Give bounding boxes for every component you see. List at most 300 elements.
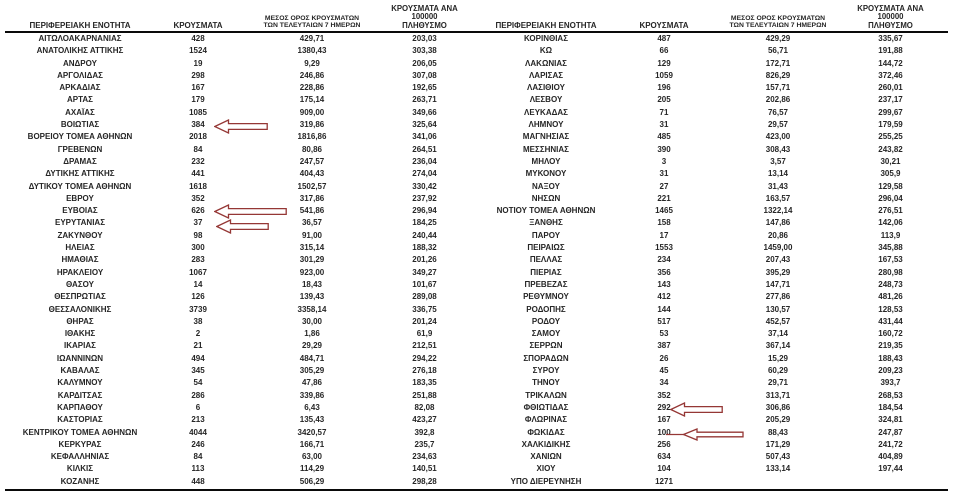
avg7-value: 3,57	[770, 156, 786, 166]
cases-value: 352	[657, 390, 671, 400]
per100k-value: 191,88	[878, 46, 903, 56]
table-row	[467, 94, 928, 106]
cases-value: 167	[191, 83, 205, 93]
per100k-value: 192,65	[412, 83, 437, 93]
region-name: ΜΥΚΟΝΟΥ	[525, 169, 567, 179]
table-row	[1, 58, 462, 70]
per100k-value: 82,08	[414, 402, 435, 412]
avg7-value: 80,86	[301, 144, 323, 154]
table-row	[1, 242, 462, 254]
cases-value: 14	[193, 279, 203, 289]
column-header-per-100k: ΚΡΟΥΣΜΑΤΑ ΑΝΑ 100000 ΠΛΗΘΥΣΜΟ	[857, 3, 924, 30]
region-name: ΧΙΟΥ	[536, 464, 556, 474]
avg7-value: 163,57	[765, 193, 791, 203]
table-row	[1, 45, 462, 57]
table-row	[1, 439, 462, 451]
avg7-value: 13,14	[767, 169, 789, 179]
table-row	[467, 340, 928, 352]
region-name: ΒΟΡΕΙΟΥ ΤΟΜΕΑ ΑΘΗΝΩΝ	[27, 132, 133, 142]
per100k-value: 235,7	[414, 439, 435, 449]
cases-value: 494	[191, 353, 205, 363]
table-row	[1, 254, 462, 266]
table-row	[1, 33, 462, 45]
avg7-value: 306,86	[765, 402, 791, 412]
table-row	[467, 279, 928, 291]
avg7-value: 541,86	[299, 206, 325, 216]
table-row	[1, 402, 462, 414]
avg7-value: 157,71	[765, 83, 791, 93]
table-row	[1, 144, 462, 156]
region-name: ΑΙΤΩΛΟΑΚΑΡΝΑΝΙΑΣ	[38, 34, 122, 43]
table-row	[467, 365, 928, 377]
table-row	[1, 70, 462, 82]
region-name: ΗΜΑΘΙΑΣ	[61, 255, 99, 265]
per100k-value: 335,67	[878, 34, 903, 43]
regions-table-left	[1, 0, 462, 488]
table-row	[1, 94, 462, 106]
per100k-value: 247,87	[878, 427, 903, 437]
avg7-value: 301,29	[299, 255, 325, 265]
annotation-arrow-fokidas	[666, 427, 744, 442]
table-row	[467, 45, 928, 57]
per100k-value: 243,82	[878, 144, 903, 154]
per100k-value: 219,35	[878, 341, 903, 351]
cases-value: 6	[195, 402, 201, 412]
avg7-value: 166,71	[299, 439, 325, 449]
annotation-arrow-boiotias	[214, 119, 268, 134]
per100k-value: 236,04	[412, 156, 437, 166]
table-row	[1, 168, 462, 180]
cases-value: 98	[193, 230, 203, 240]
per100k-value: 129,58	[878, 181, 903, 191]
table-row	[467, 230, 928, 242]
cases-value: 205	[657, 95, 671, 105]
cases-value: 485	[657, 132, 671, 142]
annotation-arrow-fthiotidas	[670, 402, 723, 417]
avg7-value: 315,14	[299, 243, 325, 253]
cases-value: 384	[191, 120, 205, 130]
cases-value: 1553	[655, 243, 673, 253]
avg7-value: 37,14	[767, 329, 789, 339]
cases-value: 292	[657, 402, 671, 412]
avg7-value: 88,43	[767, 427, 789, 437]
region-name: ΑΡΓΟΛΙΔΑΣ	[57, 70, 103, 80]
region-name: ΝΑΞΟΥ	[531, 181, 561, 191]
table-row	[467, 205, 928, 217]
table-row	[1, 353, 462, 365]
avg7-value: 175,14	[299, 95, 325, 105]
region-name: ΑΧΑΪΑΣ	[65, 107, 95, 117]
per100k-value: 144,72	[878, 58, 903, 68]
table-row	[1, 82, 462, 94]
cases-value: 129	[657, 58, 671, 68]
region-name: ΜΗΛΟΥ	[531, 156, 561, 166]
avg7-value: 429,71	[299, 34, 325, 43]
table-row	[467, 217, 928, 229]
avg7-value: 247,57	[299, 156, 325, 166]
region-name: ΞΑΝΘΗΣ	[529, 218, 563, 228]
region-name: ΛΑΚΩΝΙΑΣ	[525, 58, 567, 68]
avg7-value: 246,86	[299, 70, 325, 80]
cases-value: 104	[657, 464, 671, 474]
per100k-value: 201,24	[412, 316, 437, 326]
per100k-value: 184,25	[412, 218, 437, 228]
avg7-value: 114,29	[299, 464, 325, 474]
cases-value: 34	[659, 378, 669, 388]
per100k-value: 61,9	[416, 329, 433, 339]
cases-value: 84	[193, 144, 203, 154]
avg7-value: 30,00	[301, 316, 323, 326]
per100k-value: 184,54	[878, 402, 903, 412]
region-name: ΚΑΣΤΟΡΙΑΣ	[57, 415, 103, 425]
per100k-value: 349,66	[412, 107, 437, 117]
table-row	[467, 168, 928, 180]
cases-value: 1085	[189, 107, 207, 117]
column-header-region: ΠΕΡΙΦΕΡΕΙΑΚΗ ΕΝΟΤΗΤΑ	[29, 21, 131, 30]
region-name: ΛΕΣΒΟΥ	[529, 95, 563, 105]
table-row	[1, 427, 462, 439]
header-divider-rule	[5, 31, 948, 33]
avg7-value: 15,29	[767, 353, 789, 363]
table-row	[1, 390, 462, 402]
region-name: ΘΗΡΑΣ	[66, 316, 94, 326]
region-name: ΛΑΣΙΘΙΟΥ	[527, 83, 565, 93]
per100k-value: 276,51	[878, 206, 903, 216]
avg7-value: 1380,43	[297, 46, 327, 56]
per100k-value: 201,26	[412, 255, 437, 265]
avg7-value: 484,71	[299, 353, 325, 363]
cases-value: 84	[193, 452, 203, 462]
cases-value: 21	[193, 341, 203, 351]
region-name: ΑΝΔΡΟΥ	[63, 58, 97, 68]
avg7-value: 63,00	[301, 452, 323, 462]
cases-value: 17	[659, 230, 669, 240]
table-row	[1, 328, 462, 340]
avg7-value: 3420,57	[297, 427, 327, 437]
region-name: ΚΑΡΔΙΤΣΑΣ	[57, 390, 103, 400]
annotation-arrow-eurytanias	[216, 219, 269, 234]
avg7-value: 3358,14	[297, 304, 327, 314]
region-name: ΡΟΔΟΥ	[531, 316, 561, 326]
cases-value: 626	[191, 206, 205, 216]
avg7-value: 91,00	[301, 230, 323, 240]
annotation-arrow-euboias	[214, 204, 287, 219]
cases-value: 283	[191, 255, 205, 265]
column-header-per-100k: ΚΡΟΥΣΜΑΤΑ ΑΝΑ 100000 ΠΛΗΘΥΣΜΟ	[391, 3, 458, 30]
per100k-value: 393,7	[880, 378, 901, 388]
table-row	[467, 193, 928, 205]
avg7-value: 76,57	[767, 107, 789, 117]
cases-value: 298	[191, 70, 205, 80]
table-row	[467, 33, 928, 45]
region-name: ΡΟΔΟΠΗΣ	[526, 304, 566, 314]
avg7-value: 29,57	[767, 120, 789, 130]
region-name: ΚΙΛΚΙΣ	[66, 464, 94, 474]
region-name: ΦΘΙΩΤΙΔΑΣ	[523, 402, 569, 412]
cases-value: 71	[659, 107, 669, 117]
per100k-value: 280,98	[878, 267, 903, 277]
column-header-7day-average: ΜΕΣΟΣ ΟΡΟΣ ΚΡΟΥΣΜΑΤΩΝ ΤΩΝ ΤΕΛΕΥΤΑΙΩΝ 7 ΗΜΕΡΩΝ	[729, 14, 827, 30]
cases-value: 126	[191, 292, 205, 302]
cases-value: 232	[191, 156, 205, 166]
cases-value: 196	[657, 83, 671, 93]
per100k-value: 330,42	[412, 181, 437, 191]
region-name: ΘΕΣΠΡΩΤΙΑΣ	[54, 292, 106, 302]
region-name: ΧΑΝΙΩΝ	[530, 452, 562, 462]
table-body-right	[467, 33, 928, 488]
avg7-value: 1816,86	[297, 132, 327, 142]
table-row	[467, 304, 928, 316]
per100k-value: 274,04	[412, 169, 437, 179]
region-name: ΚΕΡΚΥΡΑΣ	[58, 439, 102, 449]
cases-value: 27	[659, 181, 669, 191]
region-name: ΠΕΛΛΑΣ	[529, 255, 563, 265]
region-name: ΛΕΥΚΑΔΑΣ	[524, 107, 568, 117]
cases-value: 356	[657, 267, 671, 277]
cases-value: 1059	[655, 70, 673, 80]
table-row	[467, 390, 928, 402]
region-name: ΛΗΜΝΟΥ	[528, 120, 564, 130]
per100k-value: 324,81	[878, 415, 903, 425]
avg7-value: 367,14	[765, 341, 791, 351]
cases-value: 441	[191, 169, 205, 179]
avg7-value: 317,86	[299, 193, 325, 203]
region-name: ΥΠΟ ΔΙΕΡΕΥΝΗΣΗ	[510, 476, 582, 486]
cases-value: 487	[657, 34, 671, 43]
avg7-value: 507,43	[765, 452, 791, 462]
avg7-value: 429,29	[765, 34, 791, 43]
cases-value: 286	[191, 390, 205, 400]
region-name: ΘΕΣΣΑΛΟΝΙΚΗΣ	[48, 304, 112, 314]
per100k-value: 423,27	[412, 415, 437, 425]
region-name: ΧΑΛΚΙΔΙΚΗΣ	[521, 439, 571, 449]
table-row	[467, 70, 928, 82]
per100k-value: 234,63	[412, 452, 437, 462]
avg7-value: 205,29	[765, 415, 791, 425]
table-row	[1, 304, 462, 316]
avg7-value: 308,43	[765, 144, 791, 154]
avg7-value: 1322,14	[763, 206, 793, 216]
cases-value: 428	[191, 34, 205, 43]
table-row	[467, 181, 928, 193]
avg7-value: 172,71	[765, 58, 791, 68]
cases-value: 1271	[655, 476, 673, 486]
per100k-value: 392,8	[414, 427, 435, 437]
region-name: ΡΕΘΥΜΝΟΥ	[523, 292, 569, 302]
table-row	[467, 316, 928, 328]
per100k-value: 188,32	[412, 243, 437, 253]
avg7-value: 29,71	[767, 378, 789, 388]
cases-value: 54	[193, 378, 203, 388]
table-row	[467, 377, 928, 389]
avg7-value: 20,86	[767, 230, 789, 240]
cases-value: 19	[193, 58, 203, 68]
region-name: ΚΩ	[539, 46, 553, 56]
table-row	[1, 291, 462, 303]
per100k-value: 303,38	[412, 46, 437, 56]
table-row	[467, 291, 928, 303]
region-name: ΘΑΣΟΥ	[66, 279, 94, 289]
per100k-value: 305,9	[880, 169, 901, 179]
avg7-value: 207,43	[765, 255, 791, 265]
region-name: ΓΡΕΒΕΝΩΝ	[57, 144, 103, 154]
avg7-value: 923,00	[299, 267, 325, 277]
cases-value: 412	[657, 292, 671, 302]
cases-value: 143	[657, 279, 671, 289]
cases-value: 158	[657, 218, 671, 228]
per100k-value: 298,28	[412, 476, 437, 486]
per100k-value: 209,23	[878, 366, 903, 376]
cases-value: 26	[659, 353, 669, 363]
cases-value: 352	[191, 193, 205, 203]
cases-value: 345	[191, 366, 205, 376]
per100k-value: 251,88	[412, 390, 437, 400]
per100k-value: 299,67	[878, 107, 903, 117]
region-name: ΚΕΦΑΛΛΗΝΙΑΣ	[50, 452, 110, 462]
table-row	[1, 451, 462, 463]
per100k-value: 188,43	[878, 353, 903, 363]
cases-value: 213	[191, 415, 205, 425]
region-name: ΣΕΡΡΩΝ	[529, 341, 563, 351]
avg7-value: 395,29	[765, 267, 791, 277]
cases-value: 37	[193, 218, 203, 228]
region-name: ΚΑΒΑΛΑΣ	[60, 366, 100, 376]
cases-value: 45	[659, 366, 669, 376]
region-name: ΔΡΑΜΑΣ	[63, 156, 97, 166]
avg7-value: 147,71	[765, 279, 791, 289]
avg7-value: 202,86	[765, 95, 791, 105]
per100k-value: 372,46	[878, 70, 903, 80]
avg7-value: 319,86	[299, 120, 325, 130]
cases-value: 256	[657, 439, 671, 449]
table-row	[1, 156, 462, 168]
table-row	[467, 476, 928, 488]
per100k-value: 268,53	[878, 390, 903, 400]
region-name: ΜΕΣΣΗΝΙΑΣ	[523, 144, 569, 154]
table-row	[1, 365, 462, 377]
column-header-7day-average: ΜΕΣΟΣ ΟΡΟΣ ΚΡΟΥΣΜΑΤΩΝ ΤΩΝ ΤΕΛΕΥΤΑΙΩΝ 7 ΗΜΕΡΩΝ	[263, 14, 361, 30]
region-name: ΕΥΡΥΤΑΝΙΑΣ	[55, 218, 105, 228]
cases-value: 387	[657, 341, 671, 351]
per100k-value: 264,51	[412, 144, 437, 154]
region-name: ΚΑΛΥΜΝΟΥ	[57, 378, 103, 388]
cases-value: 517	[657, 316, 671, 326]
region-name: ΠΑΡΟΥ	[531, 230, 561, 240]
table-row	[467, 242, 928, 254]
cases-value: 167	[657, 415, 671, 425]
table-row	[467, 353, 928, 365]
region-name: ΚΟΡΙΝΘΙΑΣ	[524, 34, 568, 43]
region-name: ΝΟΤΙΟΥ ΤΟΜΕΑ ΑΘΗΝΩΝ	[496, 206, 596, 216]
table-row	[467, 156, 928, 168]
avg7-value: 228,86	[299, 83, 325, 93]
avg7-value: 147,86	[765, 218, 791, 228]
per100k-value: 336,75	[412, 304, 437, 314]
per100k-value: 255,25	[878, 132, 903, 142]
per100k-value: 341,06	[412, 132, 437, 142]
column-header-cases: ΚΡΟΥΣΜΑΤΑ	[173, 21, 223, 30]
table-row	[467, 58, 928, 70]
table-header-right	[467, 0, 928, 33]
region-name: ΦΩΚΙΔΑΣ	[527, 427, 565, 437]
region-name: ΣΥΡΟΥ	[532, 366, 560, 376]
region-name: ΠΡΕΒΕΖΑΣ	[524, 279, 568, 289]
region-name: ΔΥΤΙΚΟΥ ΤΟΜΕΑ ΑΘΗΝΩΝ	[28, 181, 132, 191]
table-row	[467, 328, 928, 340]
region-name: ΙΩΑΝΝΙΝΩΝ	[56, 353, 104, 363]
per100k-value: 260,01	[878, 83, 903, 93]
cases-value: 1067	[189, 267, 207, 277]
table-row	[467, 119, 928, 131]
per100k-value: 240,44	[412, 230, 437, 240]
region-name: ΙΘΑΚΗΣ	[64, 329, 96, 339]
avg7-value: 452,57	[765, 316, 791, 326]
avg7-value: 56,71	[767, 46, 789, 56]
cases-value: 53	[659, 329, 669, 339]
avg7-value: 133,14	[765, 464, 791, 474]
per100k-value: 276,18	[412, 366, 437, 376]
table-row	[1, 316, 462, 328]
cases-value: 31	[659, 120, 669, 130]
avg7-value: 36,57	[301, 218, 323, 228]
per100k-value: 140,51	[412, 464, 437, 474]
cases-value: 2	[195, 329, 201, 339]
per100k-value: 248,73	[878, 279, 903, 289]
cases-value: 634	[657, 452, 671, 462]
region-name: ΑΝΑΤΟΛΙΚΗΣ ΑΤΤΙΚΗΣ	[36, 46, 124, 56]
region-name: ΚΟΖΑΝΗΣ	[60, 476, 100, 486]
cases-value: 31	[659, 169, 669, 179]
per100k-value: 241,72	[878, 439, 903, 449]
region-name: ΦΛΩΡΙΝΑΣ	[524, 415, 568, 425]
per100k-value: 197,44	[878, 464, 903, 474]
table-row	[1, 476, 462, 488]
table-header-left	[1, 0, 462, 33]
avg7-value: 1459,00	[763, 243, 793, 253]
per100k-value: 183,35	[412, 378, 437, 388]
avg7-value: 506,29	[299, 476, 325, 486]
region-name: ΠΙΕΡΙΑΣ	[530, 267, 562, 277]
table-row	[1, 340, 462, 352]
cases-value: 1618	[189, 181, 207, 191]
avg7-value: 305,29	[299, 366, 325, 376]
avg7-value: 29,29	[301, 341, 323, 351]
avg7-value: 313,71	[765, 390, 791, 400]
avg7-value: 277,86	[765, 292, 791, 302]
table-row	[467, 267, 928, 279]
region-name: ΝΗΣΩΝ	[531, 193, 561, 203]
avg7-value: 135,43	[299, 415, 325, 425]
per100k-value: 237,92	[412, 193, 437, 203]
region-name: ΣΠΟΡΑΔΩΝ	[523, 353, 569, 363]
region-name: ΜΑΓΝΗΣΙΑΣ	[522, 132, 570, 142]
avg7-value: 423,00	[765, 132, 791, 142]
per100k-value: 160,72	[878, 329, 903, 339]
table-row	[467, 254, 928, 266]
per100k-value: 296,04	[878, 193, 903, 203]
per100k-value: 404,89	[878, 452, 903, 462]
cases-value: 2018	[189, 132, 207, 142]
per100k-value: 212,51	[412, 341, 437, 351]
avg7-value: 339,86	[299, 390, 325, 400]
table-row	[1, 267, 462, 279]
avg7-value: 47,86	[301, 378, 323, 388]
region-name: ΕΒΡΟΥ	[66, 193, 94, 203]
region-name: ΤΡΙΚΑΛΩΝ	[525, 390, 567, 400]
column-header-region: ΠΕΡΙΦΕΡΕΙΑΚΗ ΕΝΟΤΗΤΑ	[495, 21, 597, 30]
cases-value: 234	[657, 255, 671, 265]
per100k-value: 203,03	[412, 34, 437, 43]
